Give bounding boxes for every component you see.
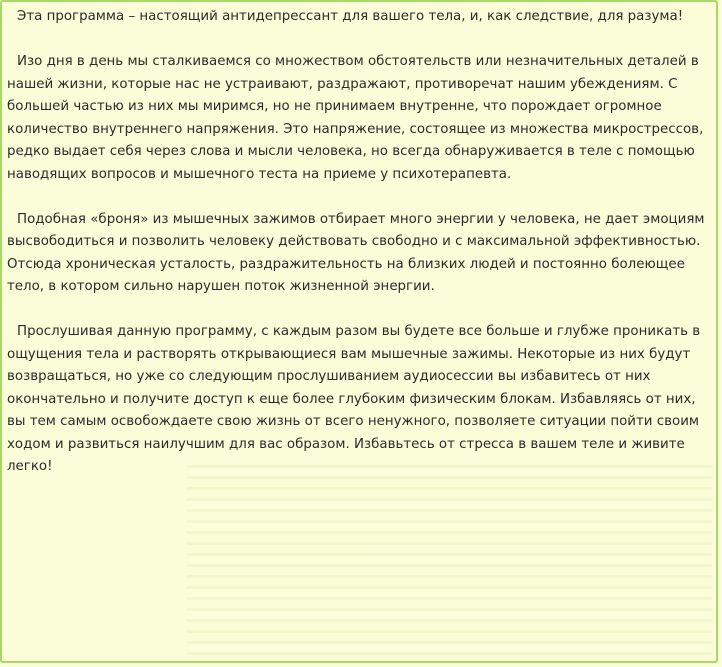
paragraph-text: Изо дня в день мы сталкиваемся со множеством обстоятельств или незначительных деталей в нашей жизни, которые нас не устраивают, раздражают, противоречат нашим убеждениям. С большей частью из них мы миримся, но не принимаем внутренне, что порождает огромное количество внутреннего напряжения. Это напряжение, состоящее из множества микрострессов, редко выдает себя через слова и мысли человека, но всегда обнаруживается в теле с помощью наводящих вопросов и мышечного теста на приеме у психотерапевта. (7, 54, 704, 182)
paragraph-text: Эта программа – настоящий антидепрессант для вашего тела, и, как следствие, для разума! (17, 9, 684, 24)
description-text (7, 6, 715, 501)
intro-paragraph (7, 6, 715, 29)
body-paragraph-3 (7, 321, 715, 479)
body-paragraph-1 (7, 51, 715, 186)
paragraph-text: Подобная «броня» из мышечных зажимов отбирает много энергии у человека, не дает эмоциям высвободиться и позволить человеку действовать свободно и с максимальной эффективностью. Отсюда хроническая усталость, раздражительность на близких людей и постоянно болеющее тело, в котором сильно нарушен поток жизненной энергии. (7, 211, 705, 294)
body-paragraph-2 (7, 209, 715, 299)
paragraph-text: Прослушивая данную программу, с каждым разом вы будете все больше и глубже проникать в ощущения тела и растворять открывающиеся вам мышечные зажимы. Некоторые из них будут возвращаться, но уже со следующим прослушиванием аудиосессии вы избавитесь от них окончательно и получите доступ к еще более глубоким физическим блокам. Избавляясь от них, вы тем самым освобождаете свою жизнь от всего ненужного, позволяете ситуации пойти своим ходом и развиться наилучшим для вас образом. Избавьтесь от стресса в вашем теле и живите легко! (7, 324, 701, 474)
